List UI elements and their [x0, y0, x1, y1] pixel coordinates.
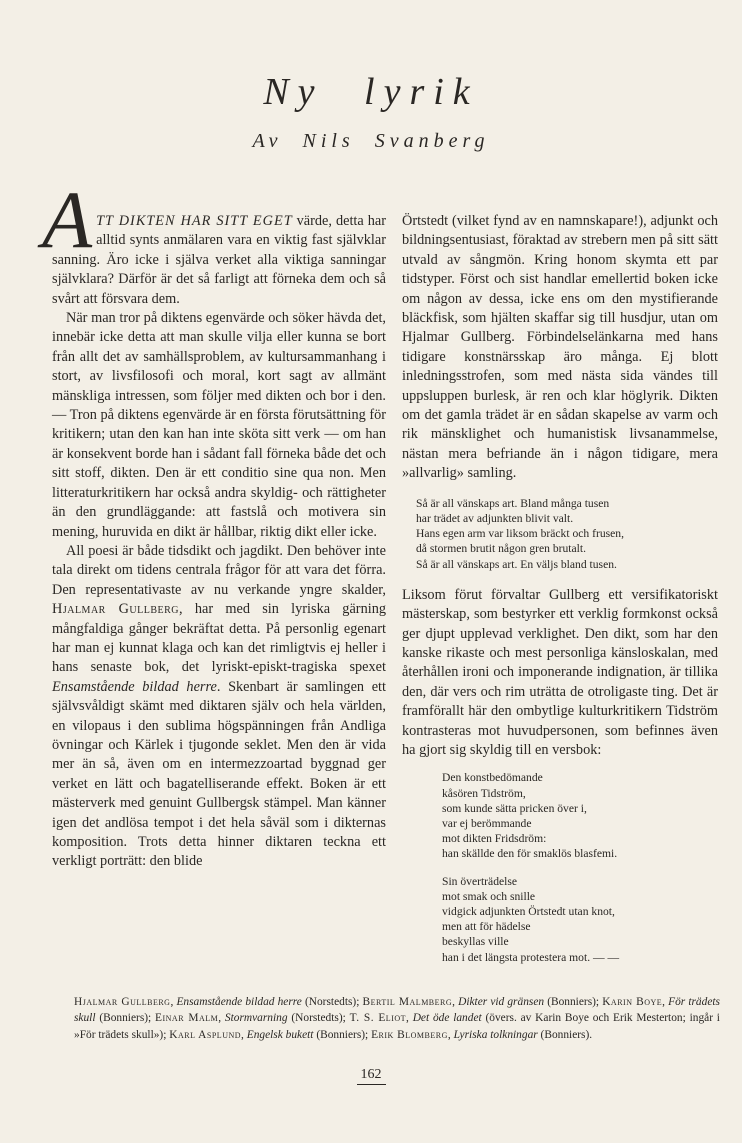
footnote-author: Einar Malm — [155, 1012, 219, 1025]
paragraph-tidsdikt — [52, 542, 386, 872]
footnote-book: Engelsk bukett — [246, 1028, 314, 1041]
poem-line: Hans egen arm var liksom bräckt och frusen, — [416, 527, 624, 541]
poem-line: han skällde den för smaklös blasfemi. — [442, 847, 618, 861]
footnote-publisher: (Norstedts); — [287, 1012, 350, 1025]
poem-line: Den konstbedömande — [442, 771, 543, 785]
poem-line: vidgick adjunkten Örtstedt utan knot, — [442, 904, 615, 918]
footnote-book: Dikter vid gränsen — [458, 996, 545, 1008]
footnote-publisher: (Bonniers). — [537, 1028, 593, 1041]
footnote-publisher: (Bonniers); — [544, 996, 603, 1008]
book-title-ensamstaende: Ensamstående bildad herre — [52, 678, 217, 695]
poem-vanskaps-art — [416, 496, 718, 572]
article-title: Ny lyrik — [263, 71, 479, 113]
paragraph-versifikatoriskt: Liksom förut förvaltar Gullberg ett versifikatoriskt mästerskap, som bestyrker ett verklig formkonst också ger djupt upplevad verklighet. Den dikt, som har den kanske rikaste och mest personliga känsloskalan, med återhållen ironi och imponerande indignation, är tillika den, där vers och rim uträtta de otroligaste ting. Det är framförallt här den ombytlige kulturkritikern Tidström kontrasteras mot huvudpersonen, som befinnes även ha gjort sig skyldig till en versbok: — [402, 586, 718, 758]
poem-line: han i det längsta protestera mot. — — — [442, 950, 620, 964]
footnote-author: Erik Blomberg — [371, 1028, 448, 1041]
footnote-publisher: (Bonniers); — [95, 1012, 156, 1025]
footnote-author: Hjalmar Gullberg — [74, 996, 171, 1008]
footnote-book: Ensamstående bildad herre — [176, 996, 302, 1008]
bibliography-footnote: Hjalmar Gullberg, Ensamstående bildad herre (Norstedts); Bertil Malmberg, Dikter vid gränsen (Bonniers); Karin Boye, För trädets skull (Bonniers); Einar Malm, Stormvarning (Norstedts); T. S. Eliot, Det öde landet (övers. av Karin Boye och Erik Mesterton; ingår i »För trädets skull»); Karl Asplund, Engelsk bukett (Bonniers); Erik Blomberg, Lyriska tolkningar (Bonniers). — [74, 996, 720, 1041]
left-column — [42, 174, 387, 872]
opening-paragraph-text: värde, detta har alltid synts anmälaren vara en viktig fast självklar sanning. Äro icke i själva verket alla viktiga sanningar självklara? Därför är det så farligt att förneka dem och så svårt att försvara dem. — [52, 213, 387, 307]
footnote-book: Det öde landet — [412, 1012, 482, 1025]
page-number-text: 162 — [357, 1067, 386, 1085]
poem-line: då stormen brutit någon gren brutalt. — [416, 542, 587, 556]
paragraph-egenvarde: När man tror på diktens egenvärde och söker hävda det, innebär icke detta att man skulle vilja eller kunna se bort från allt det av samhällsproblem, av kultursammanhang i stort, av livsfilosofi och moral, kort sagt av allmänt mänskliga intressen, som följer med dikten och bor i den. — Tron på diktens egenvärde är en första förutsättning för kritikern; utan den kan han inte sköta sitt verk — om han är konsekvent borde han i sådant fall förneka både det och sitt stoff, dikten. Den är ett conditio sine qua non. Men litteraturkritikern har också andra skyldig- och rättigheter än den grundläggande: att fastslå och motivera sin mening, huruvida en dikt är hållbar, riktig dikt eller icke. — [52, 310, 386, 540]
author-byline: Av Nils Svanberg — [252, 130, 490, 152]
right-column — [402, 212, 718, 977]
text-run: All poesi är både tidsdikt och jagdikt. Den behöver inte tala direkt om tidens centrala frågor för att vara det förra. Den representativaste av nu verkande yngre skalder, — [52, 542, 386, 598]
footnote-publisher: (Norstedts); — [301, 996, 363, 1008]
poem-line: men att för hädelse — [442, 920, 531, 934]
poem-stanza — [442, 874, 718, 965]
author-name-gullberg: Hjalmar Gullberg — [52, 601, 180, 618]
footnote-book: Stormvarning — [224, 1012, 288, 1025]
poem-line: mot smak och snille — [442, 889, 536, 903]
page-number — [0, 1067, 742, 1083]
text-run: . Skenbart är samlingen ett självsvåldigt skämt med diktaren själv och hela världen, en vilopaus i den sublima högspänningen från Andliga övningar och Kärlek i tjugonde seklet. Men den är vida mer än så, även om en intermezzoartad byggnad ger verket en lätt och bagatelliserande effekt. Boken är ett mästerverk med genuint Gullbergsk stämpel. Man känner igen det andlösa tempot i det hela såväl som i dikternas komposition. Trots detta hinner diktaren teckna ett verkligt porträtt: den blide — [52, 678, 386, 870]
footnote-book: Lyriska tolkningar — [453, 1028, 538, 1041]
poem-line: Så är all vänskaps art. En väljs bland tusen. — [416, 557, 617, 571]
poem-line: Så är all vänskaps art. Bland många tusen — [416, 496, 610, 510]
drop-cap: A — [42, 174, 93, 265]
poem-line: var ej berömmande — [442, 816, 532, 830]
text-run: , har med sin lyriska gärning mångfaldiga gånger bekräftat detta. På personlig egenart har man ej kunnat klaga och kan det rimligtvis ej heller i hans senaste bok, det lyriskt-episkt-tragiska spexet — [52, 601, 386, 676]
footnote-author: Bertil Malmberg — [362, 996, 453, 1008]
poem-line: Sin överträdelse — [442, 874, 518, 888]
opening-words: TT DIKTEN HAR SITT EGET — [96, 213, 293, 229]
poem-line: beskyllas ville — [442, 935, 509, 949]
poem-line: mot dikten Fridsdröm: — [442, 832, 547, 846]
poem-tidstrom — [442, 770, 718, 964]
opening-paragraph — [42, 174, 387, 309]
paragraph-ortstedt: Örtstedt (vilket fynd av en namnskapare!), adjunkt och bildningsentusiast, föraktad av strebern men på sitt sätt utvald av sångmön. Kring honom skymta ett par tidstyper. Först och sist handlar emellertid boken icke om någon av dessa, icke ens om den mystifierande bläckfisk, som hjälten skaffar sig till husdjur, utan om Hjalmar Gullberg. Förbindelselänkarna med hans tidigare konstnärsskap äro många. Ej blott inledningsstrofen, som med nästa sida vändes till uppsluppen burlesk, är ren och klar höglyrik. Dikten om det gamla trädet är en sådan skapelse av varm och rik mänsklighet och humanistisk livsanammelse, nästan mera befriande än i någon tidigare, mera »allvarlig» samling. — [402, 213, 718, 482]
footnote-author: Karl Asplund — [169, 1028, 242, 1041]
footnote-author: Karin Boye — [602, 996, 663, 1008]
footnote-book: För trädets skull — [74, 996, 720, 1025]
footnote-publisher: (Bonniers); — [313, 1028, 372, 1041]
footnote-publisher: (övers. av Karin Boye och Erik Mesterton; ingår i »För trädets skull»); — [74, 1012, 720, 1041]
poem-stanza — [442, 770, 718, 861]
poem-line: har trädet av adjunkten blivit valt. — [416, 511, 574, 525]
footnote-author: T. S. Eliot — [349, 1012, 407, 1025]
poem-line: som kunde sätta pricken över i, — [442, 801, 587, 815]
poem-line: kåsören Tidström, — [442, 786, 526, 800]
